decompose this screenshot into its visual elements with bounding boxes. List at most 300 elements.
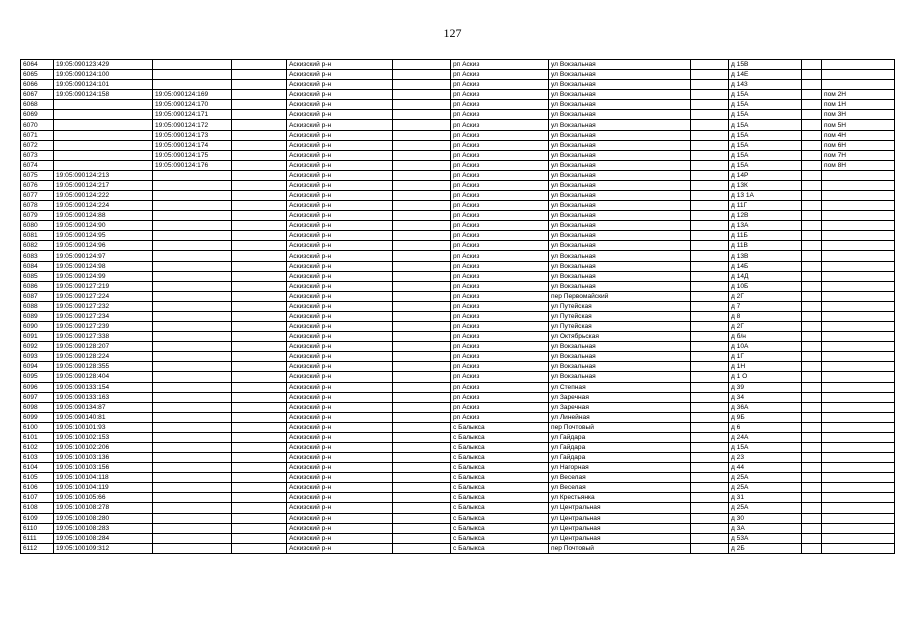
empty-cell xyxy=(802,70,822,80)
empty-cell xyxy=(393,311,451,321)
row-number-cell: 6093 xyxy=(21,352,54,362)
premises-cell: пом 2Н xyxy=(822,90,895,100)
empty-cell xyxy=(691,412,729,422)
empty-cell xyxy=(802,60,822,70)
empty-cell xyxy=(802,513,822,523)
sub-cadastral-number-cell xyxy=(153,523,232,533)
empty-cell xyxy=(232,463,287,473)
street-cell: ул Путейская xyxy=(549,311,691,321)
cadastral-number-cell: 19:05:090127:232 xyxy=(54,301,153,311)
district-cell: Аскизский р-н xyxy=(287,100,393,110)
empty-cell xyxy=(691,110,729,120)
sub-cadastral-number-cell xyxy=(153,392,232,402)
cadastral-number-cell: 19:05:090127:239 xyxy=(54,322,153,332)
cadastral-number-cell: 19:05:090127:234 xyxy=(54,311,153,321)
empty-cell xyxy=(802,352,822,362)
empty-cell xyxy=(232,392,287,402)
cadastral-number-cell: 19:05:090124:98 xyxy=(54,261,153,271)
table-row xyxy=(21,261,895,271)
cadastral-number-cell: 19:05:100105:66 xyxy=(54,493,153,503)
settlement-cell: рп Аскиз xyxy=(451,211,549,221)
empty-cell xyxy=(802,382,822,392)
premises-cell xyxy=(822,191,895,201)
table-row xyxy=(21,90,895,100)
sub-cadastral-number-cell xyxy=(153,473,232,483)
street-cell: ул Вокзальная xyxy=(549,362,691,372)
table-row xyxy=(21,412,895,422)
settlement-cell: рп Аскиз xyxy=(451,362,549,372)
district-cell: Аскизский р-н xyxy=(287,261,393,271)
empty-cell xyxy=(393,110,451,120)
empty-cell xyxy=(802,211,822,221)
street-cell: ул Веселая xyxy=(549,473,691,483)
empty-cell xyxy=(691,483,729,493)
empty-cell xyxy=(393,271,451,281)
street-cell: ул Заречная xyxy=(549,402,691,412)
empty-cell xyxy=(691,402,729,412)
table-row xyxy=(21,70,895,80)
settlement-cell: рп Аскиз xyxy=(451,392,549,402)
cadastral-number-cell: 19:05:100108:284 xyxy=(54,533,153,543)
row-number-cell: 6103 xyxy=(21,453,54,463)
premises-cell xyxy=(822,60,895,70)
street-cell: ул Октябрьская xyxy=(549,332,691,342)
house-cell: д 15А xyxy=(729,90,802,100)
empty-cell xyxy=(691,493,729,503)
district-cell: Аскизский р-н xyxy=(287,533,393,543)
row-number-cell: 6096 xyxy=(21,382,54,392)
sub-cadastral-number-cell xyxy=(153,311,232,321)
row-number-cell: 6088 xyxy=(21,301,54,311)
sub-cadastral-number-cell xyxy=(153,412,232,422)
house-cell: д 9Б xyxy=(729,412,802,422)
row-number-cell: 6080 xyxy=(21,221,54,231)
empty-cell xyxy=(393,332,451,342)
district-cell: Аскизский р-н xyxy=(287,251,393,261)
district-cell: Аскизский р-н xyxy=(287,90,393,100)
settlement-cell: с Балыкса xyxy=(451,523,549,533)
empty-cell xyxy=(393,170,451,180)
house-cell: д 1Н xyxy=(729,362,802,372)
cadastral-number-cell: 19:05:100103:136 xyxy=(54,453,153,463)
settlement-cell: рп Аскиз xyxy=(451,80,549,90)
sub-cadastral-number-cell: 19:05:090124:170 xyxy=(153,100,232,110)
settlement-cell: рп Аскиз xyxy=(451,322,549,332)
district-cell: Аскизский р-н xyxy=(287,110,393,120)
table-row xyxy=(21,140,895,150)
empty-cell xyxy=(691,180,729,190)
table-row xyxy=(21,523,895,533)
premises-cell xyxy=(822,422,895,432)
empty-cell xyxy=(232,281,287,291)
district-cell: Аскизский р-н xyxy=(287,523,393,533)
district-cell: Аскизский р-н xyxy=(287,271,393,281)
cadastral-number-cell: 19:05:090124:222 xyxy=(54,191,153,201)
house-cell: д 1Г xyxy=(729,352,802,362)
street-cell: ул Вокзальная xyxy=(549,60,691,70)
street-cell: ул Вокзальная xyxy=(549,70,691,80)
table-row xyxy=(21,191,895,201)
house-cell: д 36А xyxy=(729,402,802,412)
street-cell: ул Крестьянка xyxy=(549,493,691,503)
premises-cell xyxy=(822,382,895,392)
empty-cell xyxy=(802,463,822,473)
empty-cell xyxy=(232,241,287,251)
cadastral-number-cell: 19:05:100104:119 xyxy=(54,483,153,493)
empty-cell xyxy=(393,422,451,432)
empty-cell xyxy=(232,160,287,170)
empty-cell xyxy=(393,231,451,241)
empty-cell xyxy=(802,362,822,372)
table-row xyxy=(21,251,895,261)
premises-cell: пом 1Н xyxy=(822,100,895,110)
empty-cell xyxy=(232,422,287,432)
district-cell: Аскизский р-н xyxy=(287,463,393,473)
premises-cell xyxy=(822,271,895,281)
empty-cell xyxy=(232,291,287,301)
cadastral-number-cell: 19:05:100101:93 xyxy=(54,422,153,432)
empty-cell xyxy=(802,201,822,211)
house-cell: д 10Б xyxy=(729,281,802,291)
empty-cell xyxy=(393,120,451,130)
empty-cell xyxy=(232,483,287,493)
premises-cell: пом 3Н xyxy=(822,110,895,120)
house-cell: д 25А xyxy=(729,483,802,493)
sub-cadastral-number-cell: 19:05:090124:174 xyxy=(153,140,232,150)
street-cell: ул Заречная xyxy=(549,392,691,402)
settlement-cell: рп Аскиз xyxy=(451,271,549,281)
settlement-cell: рп Аскиз xyxy=(451,281,549,291)
empty-cell xyxy=(232,150,287,160)
district-cell: Аскизский р-н xyxy=(287,70,393,80)
premises-cell xyxy=(822,291,895,301)
cadastral-number-cell: 19:05:090124:90 xyxy=(54,221,153,231)
cadastral-number-cell: 19:05:090134:87 xyxy=(54,402,153,412)
street-cell: ул Центральная xyxy=(549,533,691,543)
empty-cell xyxy=(802,392,822,402)
table-row xyxy=(21,150,895,160)
cadastral-number-cell: 19:05:090133:163 xyxy=(54,392,153,402)
cadastral-number-cell: 19:05:090124:158 xyxy=(54,90,153,100)
row-number-cell: 6078 xyxy=(21,201,54,211)
street-cell: ул Вокзальная xyxy=(549,221,691,231)
street-cell: ул Гайдара xyxy=(549,453,691,463)
house-cell: д 31 xyxy=(729,493,802,503)
sub-cadastral-number-cell xyxy=(153,483,232,493)
cadastral-number-cell: 19:05:090128:404 xyxy=(54,372,153,382)
row-number-cell: 6108 xyxy=(21,503,54,513)
street-cell: ул Вокзальная xyxy=(549,191,691,201)
district-cell: Аскизский р-н xyxy=(287,130,393,140)
empty-cell xyxy=(691,80,729,90)
empty-cell xyxy=(393,80,451,90)
street-cell: ул Центральная xyxy=(549,503,691,513)
street-cell: ул Вокзальная xyxy=(549,140,691,150)
sub-cadastral-number-cell xyxy=(153,80,232,90)
row-number-cell: 6073 xyxy=(21,150,54,160)
cadastral-number-cell: 19:05:100109:312 xyxy=(54,543,153,553)
row-number-cell: 6077 xyxy=(21,191,54,201)
empty-cell xyxy=(691,70,729,80)
sub-cadastral-number-cell xyxy=(153,422,232,432)
sub-cadastral-number-cell xyxy=(153,201,232,211)
street-cell: ул Веселая xyxy=(549,483,691,493)
sub-cadastral-number-cell xyxy=(153,251,232,261)
district-cell: Аскизский р-н xyxy=(287,231,393,241)
house-cell: д 15А xyxy=(729,130,802,140)
table-row xyxy=(21,60,895,70)
cadastral-number-cell: 19:05:100103:156 xyxy=(54,463,153,473)
premises-cell xyxy=(822,342,895,352)
sub-cadastral-number-cell xyxy=(153,362,232,372)
empty-cell xyxy=(232,362,287,372)
cadastral-number-cell: 19:05:100108:283 xyxy=(54,523,153,533)
empty-cell xyxy=(232,453,287,463)
sub-cadastral-number-cell xyxy=(153,281,232,291)
cadastral-number-cell xyxy=(54,140,153,150)
empty-cell xyxy=(393,463,451,473)
district-cell: Аскизский р-н xyxy=(287,80,393,90)
settlement-cell: рп Аскиз xyxy=(451,261,549,271)
empty-cell xyxy=(232,231,287,241)
house-cell: д 13А xyxy=(729,221,802,231)
empty-cell xyxy=(802,432,822,442)
sub-cadastral-number-cell xyxy=(153,241,232,251)
premises-cell: пом 5Н xyxy=(822,120,895,130)
settlement-cell: рп Аскиз xyxy=(451,170,549,180)
settlement-cell: рп Аскиз xyxy=(451,110,549,120)
table-row xyxy=(21,432,895,442)
empty-cell xyxy=(393,322,451,332)
district-cell: Аскизский р-н xyxy=(287,120,393,130)
street-cell: ул Вокзальная xyxy=(549,372,691,382)
table-row xyxy=(21,130,895,140)
empty-cell xyxy=(691,342,729,352)
settlement-cell: рп Аскиз xyxy=(451,291,549,301)
street-cell: ул Вокзальная xyxy=(549,80,691,90)
house-cell: д 14Б xyxy=(729,261,802,271)
empty-cell xyxy=(691,191,729,201)
empty-cell xyxy=(232,221,287,231)
premises-cell xyxy=(822,332,895,342)
empty-cell xyxy=(393,453,451,463)
settlement-cell: рп Аскиз xyxy=(451,412,549,422)
settlement-cell: рп Аскиз xyxy=(451,402,549,412)
district-cell: Аскизский р-н xyxy=(287,281,393,291)
premises-cell xyxy=(822,221,895,231)
empty-cell xyxy=(802,342,822,352)
empty-cell xyxy=(802,412,822,422)
empty-cell xyxy=(393,160,451,170)
empty-cell xyxy=(802,140,822,150)
empty-cell xyxy=(393,402,451,412)
district-cell: Аскизский р-н xyxy=(287,402,393,412)
district-cell: Аскизский р-н xyxy=(287,412,393,422)
house-cell: д 34 xyxy=(729,392,802,402)
house-cell: д 15В xyxy=(729,60,802,70)
settlement-cell: с Балыкса xyxy=(451,453,549,463)
district-cell: Аскизский р-н xyxy=(287,342,393,352)
empty-cell xyxy=(691,261,729,271)
empty-cell xyxy=(691,352,729,362)
sub-cadastral-number-cell xyxy=(153,342,232,352)
settlement-cell: рп Аскиз xyxy=(451,221,549,231)
empty-cell xyxy=(393,70,451,80)
house-cell: д 13 1А xyxy=(729,191,802,201)
empty-cell xyxy=(393,432,451,442)
street-cell: ул Вокзальная xyxy=(549,241,691,251)
table-row xyxy=(21,301,895,311)
empty-cell xyxy=(393,150,451,160)
empty-cell xyxy=(232,60,287,70)
empty-cell xyxy=(802,493,822,503)
premises-cell xyxy=(822,352,895,362)
row-number-cell: 6107 xyxy=(21,493,54,503)
table-row xyxy=(21,180,895,190)
empty-cell xyxy=(232,402,287,412)
empty-cell xyxy=(232,382,287,392)
row-number-cell: 6111 xyxy=(21,533,54,543)
premises-cell: пом 4Н xyxy=(822,130,895,140)
premises-cell: пом 7Н xyxy=(822,150,895,160)
sub-cadastral-number-cell xyxy=(153,332,232,342)
street-cell: ул Вокзальная xyxy=(549,120,691,130)
empty-cell xyxy=(802,442,822,452)
empty-cell xyxy=(691,311,729,321)
empty-cell xyxy=(691,211,729,221)
empty-cell xyxy=(691,251,729,261)
row-number-cell: 6099 xyxy=(21,412,54,422)
empty-cell xyxy=(232,432,287,442)
row-number-cell: 6064 xyxy=(21,60,54,70)
empty-cell xyxy=(802,271,822,281)
settlement-cell: с Балыкса xyxy=(451,463,549,473)
settlement-cell: рп Аскиз xyxy=(451,352,549,362)
empty-cell xyxy=(802,301,822,311)
premises-cell xyxy=(822,241,895,251)
row-number-cell: 6098 xyxy=(21,402,54,412)
street-cell: ул Вокзальная xyxy=(549,231,691,241)
empty-cell xyxy=(232,140,287,150)
empty-cell xyxy=(802,533,822,543)
empty-cell xyxy=(691,60,729,70)
empty-cell xyxy=(232,523,287,533)
empty-cell xyxy=(802,150,822,160)
sub-cadastral-number-cell: 19:05:090124:175 xyxy=(153,150,232,160)
empty-cell xyxy=(691,442,729,452)
street-cell: ул Вокзальная xyxy=(549,271,691,281)
house-cell: д 11Г xyxy=(729,201,802,211)
empty-cell xyxy=(691,160,729,170)
settlement-cell: рп Аскиз xyxy=(451,342,549,352)
premises-cell xyxy=(822,412,895,422)
table-row xyxy=(21,170,895,180)
empty-cell xyxy=(691,392,729,402)
row-number-cell: 6084 xyxy=(21,261,54,271)
empty-cell xyxy=(393,473,451,483)
empty-cell xyxy=(393,352,451,362)
premises-cell xyxy=(822,402,895,412)
empty-cell xyxy=(691,271,729,281)
empty-cell xyxy=(802,170,822,180)
cadastral-number-cell: 19:05:090127:219 xyxy=(54,281,153,291)
street-cell: ул Вокзальная xyxy=(549,90,691,100)
settlement-cell: рп Аскиз xyxy=(451,241,549,251)
district-cell: Аскизский р-н xyxy=(287,201,393,211)
empty-cell xyxy=(691,422,729,432)
settlement-cell: рп Аскиз xyxy=(451,120,549,130)
premises-cell xyxy=(822,442,895,452)
premises-cell xyxy=(822,483,895,493)
sub-cadastral-number-cell xyxy=(153,180,232,190)
table-row xyxy=(21,110,895,120)
district-cell: Аскизский р-н xyxy=(287,392,393,402)
table-row xyxy=(21,543,895,553)
empty-cell xyxy=(232,251,287,261)
sub-cadastral-number-cell xyxy=(153,503,232,513)
empty-cell xyxy=(393,392,451,402)
empty-cell xyxy=(691,372,729,382)
empty-cell xyxy=(802,453,822,463)
district-cell: Аскизский р-н xyxy=(287,332,393,342)
district-cell: Аскизский р-н xyxy=(287,362,393,372)
district-cell: Аскизский р-н xyxy=(287,503,393,513)
street-cell: ул Вокзальная xyxy=(549,201,691,211)
house-cell: д 10А xyxy=(729,342,802,352)
cadastral-number-cell: 19:05:090128:224 xyxy=(54,352,153,362)
empty-cell xyxy=(393,251,451,261)
premises-cell xyxy=(822,231,895,241)
empty-cell xyxy=(802,402,822,412)
empty-cell xyxy=(393,291,451,301)
empty-cell xyxy=(802,241,822,251)
empty-cell xyxy=(691,231,729,241)
settlement-cell: рп Аскиз xyxy=(451,332,549,342)
empty-cell xyxy=(232,442,287,452)
settlement-cell: рп Аскиз xyxy=(451,231,549,241)
empty-cell xyxy=(802,372,822,382)
district-cell: Аскизский р-н xyxy=(287,160,393,170)
row-number-cell: 6091 xyxy=(21,332,54,342)
house-cell: д 6 xyxy=(729,422,802,432)
street-cell: пер Почтовый xyxy=(549,422,691,432)
empty-cell xyxy=(393,261,451,271)
sub-cadastral-number-cell: 19:05:090124:176 xyxy=(153,160,232,170)
row-number-cell: 6066 xyxy=(21,80,54,90)
district-cell: Аскизский р-н xyxy=(287,140,393,150)
premises-cell xyxy=(822,201,895,211)
row-number-cell: 6069 xyxy=(21,110,54,120)
table-row xyxy=(21,473,895,483)
table-row xyxy=(21,463,895,473)
cadastral-number-cell: 19:05:090124:97 xyxy=(54,251,153,261)
cadastral-number-cell: 19:05:090127:338 xyxy=(54,332,153,342)
empty-cell xyxy=(393,221,451,231)
empty-cell xyxy=(393,442,451,452)
empty-cell xyxy=(691,543,729,553)
street-cell: ул Вокзальная xyxy=(549,110,691,120)
row-number-cell: 6097 xyxy=(21,392,54,402)
table-row xyxy=(21,80,895,90)
row-number-cell: 6083 xyxy=(21,251,54,261)
district-cell: Аскизский р-н xyxy=(287,211,393,221)
empty-cell xyxy=(691,130,729,140)
sub-cadastral-number-cell xyxy=(153,442,232,452)
cadastral-number-cell: 19:05:090124:95 xyxy=(54,231,153,241)
house-cell: д 14Д xyxy=(729,271,802,281)
cadastral-number-cell: 19:05:090124:88 xyxy=(54,211,153,221)
empty-cell xyxy=(802,90,822,100)
